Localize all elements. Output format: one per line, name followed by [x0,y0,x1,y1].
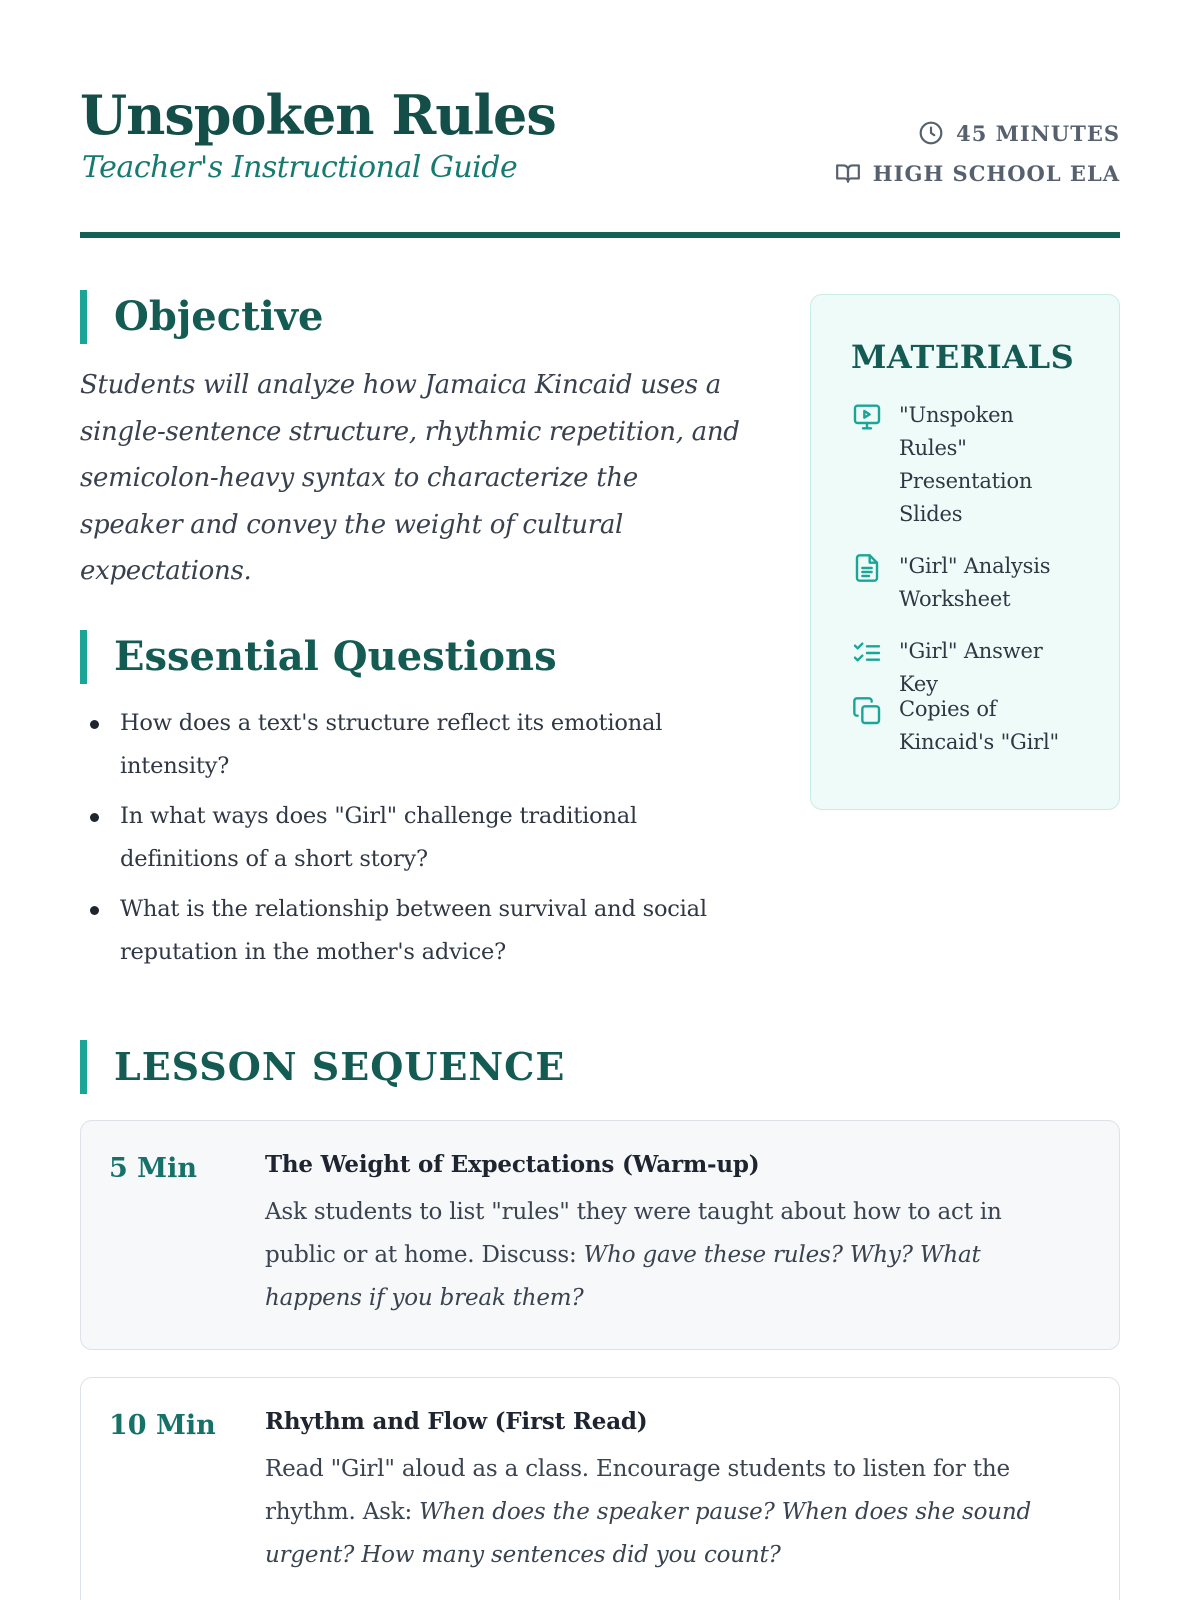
copy-icon [851,695,883,727]
bullet-icon [90,720,99,729]
duration-label: 45 MINUTES [956,120,1120,146]
lesson-sequence-heading: LESSON SEQUENCE [80,1040,565,1094]
lesson-step [80,1120,1120,1350]
step-time: 5 Min [109,1153,197,1184]
step-body [265,1448,1065,1577]
step-title: Rhythm and Flow (First Read) [265,1408,648,1435]
material-label: "Girl" Analysis Worksheet [899,554,1051,611]
question-text: What is the relationship between survival and social reputation in the mother's advice? [120,896,707,965]
step-body [265,1191,1065,1320]
material-item [851,399,1091,531]
bullet-icon [90,906,99,915]
step-body-text: Ask students to list "rules" they were taught about how to act in public or at home. Discuss: [265,1199,1002,1268]
lesson-guide-page [80,0,1120,1600]
grade-meta [790,158,1120,188]
list-item [80,795,760,881]
step-time: 10 Min [109,1410,216,1441]
materials-heading: MATERIALS [851,338,1075,376]
objective-heading: Objective [80,290,323,344]
material-label: Copies of Kincaid's "Girl" [899,697,1059,754]
page-header [80,82,1120,242]
document-icon [851,552,883,584]
material-item [851,693,1091,759]
essential-questions-heading: Essential Questions [80,630,557,684]
step-body-text: Read "Girl" aloud as a class. Encourage students to listen for the rhythm. Ask: [265,1456,1010,1525]
step-body-question: When does the speaker pause? When does she sound urgent? How many sentences did you count? [265,1499,1032,1568]
page-subtitle: Teacher's Instructional Guide [82,150,518,185]
page-title: Unspoken Rules [80,83,556,147]
step-body-question: Who gave these rules? Why? What happens if you break them? [265,1242,981,1311]
duration-meta [790,118,1120,148]
grade-label: HIGH SCHOOL ELA [872,160,1120,186]
list-item [80,702,760,788]
checklist-icon [851,637,883,669]
clock-icon [918,120,944,146]
step-title: The Weight of Expectations (Warm-up) [265,1151,760,1178]
list-item [80,888,760,974]
material-item [851,635,1091,701]
objective-text: Students will analyze how Jamaica Kincaid uses a single-sentence structure, rhythmic repetition, and semicolon-heavy syntax to characterize the speaker and convey the weight of cultural expectations. [80,370,740,586]
question-text: How does a text's structure reflect its emotional intensity? [120,710,663,779]
bullet-icon [90,813,99,822]
lesson-step [80,1377,1120,1600]
material-label: "Unspoken Rules" Presentation Slides [899,403,1033,526]
materials-card [810,294,1120,810]
material-label: "Girl" Answer Key [899,639,1043,696]
book-open-icon [835,160,861,186]
material-item [851,550,1091,616]
essential-questions-list [80,702,760,981]
header-divider [80,232,1120,238]
presentation-icon [851,401,883,433]
question-text: In what ways does "Girl" challenge traditional definitions of a short story? [120,803,637,872]
